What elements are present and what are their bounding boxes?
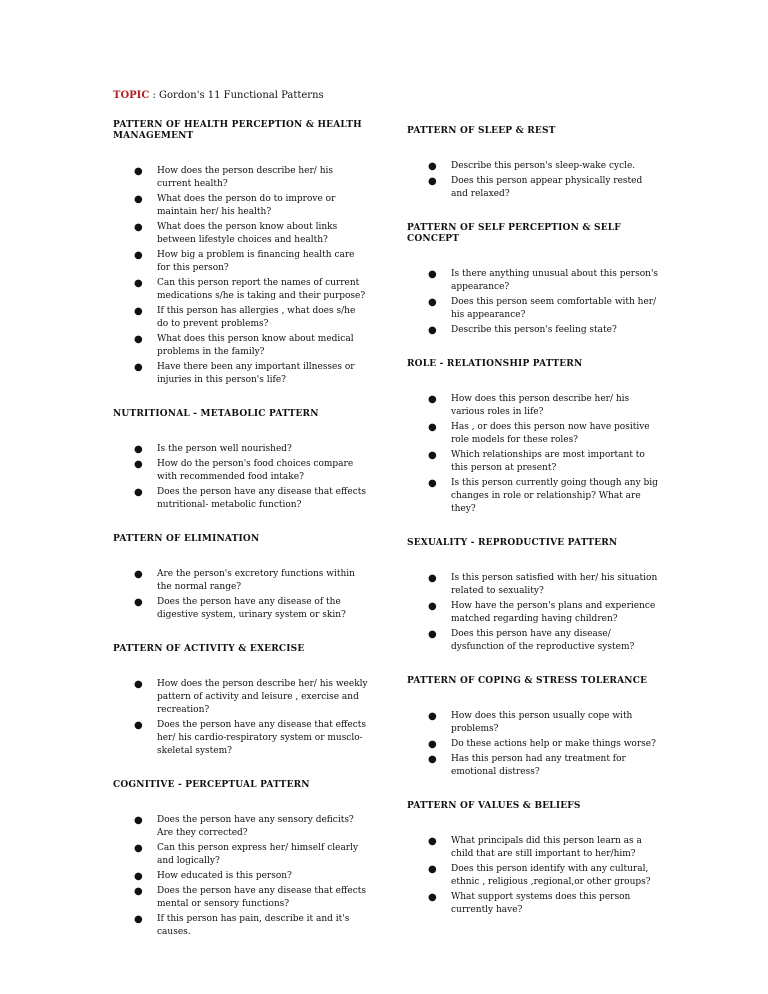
section-title: PATTERN OF HEALTH PERCEPTION & HEALTH MANAGEMENT [113,120,362,141]
question-text: Describe this person's sleep-wake cycle. [451,161,636,171]
question-list [407,160,662,201]
question-list [113,165,368,387]
question-text: Are the person's excretory functions within the normal range? [157,569,355,592]
bullet-icon: ● [134,459,143,470]
question-text: Is this person currently going though any big changes in role or relationship? What are they? [451,478,658,514]
question-text: How big a problem is financing health care for this person? [157,250,355,273]
question-text: Has , or does this person now have positive role models for these roles? [451,422,650,445]
topic-text: Gordon's 11 Functional Patterns [159,90,324,101]
bullet-icon: ● [428,864,437,875]
bullet-icon: ● [428,325,437,336]
bullet-icon: ● [428,450,437,461]
question-text: Do these actions help or make things worse? [451,739,656,749]
bullet-icon: ● [134,914,143,925]
question-item [407,628,662,654]
question-text: How does the person describe her/ his weekly pattern of activity and leisure , exercise and recreation? [157,679,368,715]
question-item [407,835,662,861]
question-item [407,600,662,626]
question-item [113,568,368,594]
question-item [407,421,662,447]
bullet-icon: ● [134,569,143,580]
question-text: How do the person's food choices compare with recommended food intake? [157,459,354,482]
question-item [407,477,662,516]
question-item [113,443,368,456]
question-list [407,393,662,516]
bullet-icon: ● [428,711,437,722]
question-item [113,870,368,883]
question-item [407,738,662,751]
question-list [113,814,368,939]
question-item [407,393,662,419]
question-text: What does the person know about links between lifestyle choices and health? [157,222,338,245]
bullet-icon: ● [428,739,437,750]
bullet-icon: ● [134,334,143,345]
question-item [113,678,368,717]
bullet-icon: ● [134,166,143,177]
section-title: COGNITIVE - PERCEPTUAL PATTERN [113,780,310,790]
question-text: Can this person express her/ himself clearly and logically? [157,843,359,866]
bullet-icon: ● [428,754,437,765]
question-text: How have the person's plans and experience matched regarding having children? [451,601,656,624]
question-item [113,221,368,247]
bullet-icon: ● [134,487,143,498]
section-title: SEXUALITY - REPRODUCTIVE PATTERN [407,538,618,548]
bullet-icon: ● [428,892,437,903]
bullet-icon: ● [134,597,143,608]
question-text: What support systems does this person currently have? [451,892,631,915]
question-text: Does the person have any sensory deficits? Are they corrected? [157,815,354,838]
question-text: Have there been any important illnesses or injuries in this person's life? [157,362,355,385]
question-item [113,193,368,219]
question-item [113,719,368,758]
bullet-icon: ● [428,394,437,405]
question-text: What does this person know about medical problems in the family? [157,334,354,357]
question-text: If this person has pain, describe it and it's causes. [157,914,350,937]
bullet-icon: ● [134,886,143,897]
question-item [407,572,662,598]
question-item [113,458,368,484]
question-item [407,710,662,736]
question-item [113,305,368,331]
question-text: Does the person have any disease that effects her/ his cardio-respiratory system or musclo-skeletal system? [157,720,366,756]
question-item [113,814,368,840]
question-text: How does this person describe her/ his various roles in life? [451,394,630,417]
question-item [113,913,368,939]
question-list [407,710,662,779]
bullet-icon: ● [428,629,437,640]
bullet-icon: ● [428,836,437,847]
section-title: PATTERN OF ACTIVITY & EXERCISE [113,644,305,654]
bullet-icon: ● [134,222,143,233]
question-text: Does this person identify with any cultural, ethnic , religious ,regional,or other groups? [451,864,651,887]
question-text: Does the person have any disease that effects mental or sensory functions? [157,886,366,909]
question-text: Does this person seem comfortable with her/ his appearance? [451,297,657,320]
bullet-icon: ● [428,601,437,612]
question-item [407,296,662,322]
question-list [113,443,368,512]
question-text: What does the person do to improve or maintain her/ his health? [157,194,336,217]
question-list [113,568,368,622]
question-item [407,449,662,475]
question-item [113,165,368,191]
question-text: Can this person report the names of current medications s/he is taking and their purpose? [157,278,366,301]
question-list [407,572,662,654]
bullet-icon: ● [134,194,143,205]
section-title: PATTERN OF VALUES & BELIEFS [407,801,581,811]
question-item [407,268,662,294]
right-column [407,126,662,939]
question-text: Is there anything unusual about this person's appearance? [451,269,659,292]
bullet-icon: ● [428,297,437,308]
question-item [407,891,662,917]
question-item [407,160,662,173]
question-text: Does the person have any disease that effects nutritional- metabolic function? [157,487,366,510]
bullet-icon: ● [134,278,143,289]
question-item [407,753,662,779]
question-item [113,333,368,359]
question-text: Does the person have any disease of the digestive system, urinary system or skin? [157,597,346,620]
question-item [113,486,368,512]
question-text: How does the person describe her/ his current health? [157,166,333,189]
bullet-icon: ● [134,250,143,261]
bullet-icon: ● [428,161,437,172]
question-text: Does this person have any disease/ dysfunction of the reproductive system? [451,629,635,652]
question-text: If this person has allergies , what does s/he do to prevent problems? [157,306,356,329]
bullet-icon: ● [134,306,143,317]
section-title: ROLE - RELATIONSHIP PATTERN [407,359,583,369]
question-item [113,277,368,303]
question-list [113,678,368,758]
bullet-icon: ● [134,362,143,373]
bullet-icon: ● [134,444,143,455]
bullet-icon: ● [428,269,437,280]
section-title: PATTERN OF COPING & STRESS TOLERANCE [407,676,648,686]
question-list [407,835,662,917]
question-text: What principals did this person learn as a child that are still important to her/him? [451,836,642,859]
section-title: NUTRITIONAL - METABOLIC PATTERN [113,409,319,419]
left-column [113,120,368,961]
question-item [407,324,662,337]
bullet-icon: ● [134,679,143,690]
question-item [113,842,368,868]
topic-line [113,90,324,102]
question-text: Is the person well nourished? [157,444,292,454]
section-title: PATTERN OF SLEEP & REST [407,126,556,136]
question-text: Has this person had any treatment for emotional distress? [451,754,626,777]
question-text: Is this person satisfied with her/ his situation related to sexuality? [451,573,658,596]
question-text: How does this person usually cope with problems? [451,711,633,734]
question-item [407,863,662,889]
question-item [113,885,368,911]
topic-label: TOPIC [113,90,150,101]
question-item [113,361,368,387]
bullet-icon: ● [134,871,143,882]
question-list [407,268,662,337]
bullet-icon: ● [134,815,143,826]
question-item [113,249,368,275]
bullet-icon: ● [134,720,143,731]
bullet-icon: ● [428,422,437,433]
question-text: Which relationships are most important to this person at present? [451,450,645,473]
question-item [113,596,368,622]
topic-separator: : [149,90,160,101]
question-text: Describe this person's feeling state? [451,325,617,335]
question-text: Does this person appear physically rested and relaxed? [451,176,643,199]
section-title: PATTERN OF SELF PERCEPTION & SELF CONCEPT [407,223,621,244]
bullet-icon: ● [428,573,437,584]
bullet-icon: ● [428,478,437,489]
bullet-icon: ● [428,176,437,187]
question-text: How educated is this person? [157,871,292,881]
bullet-icon: ● [134,843,143,854]
question-item [407,175,662,201]
section-title: PATTERN OF ELIMINATION [113,534,260,544]
